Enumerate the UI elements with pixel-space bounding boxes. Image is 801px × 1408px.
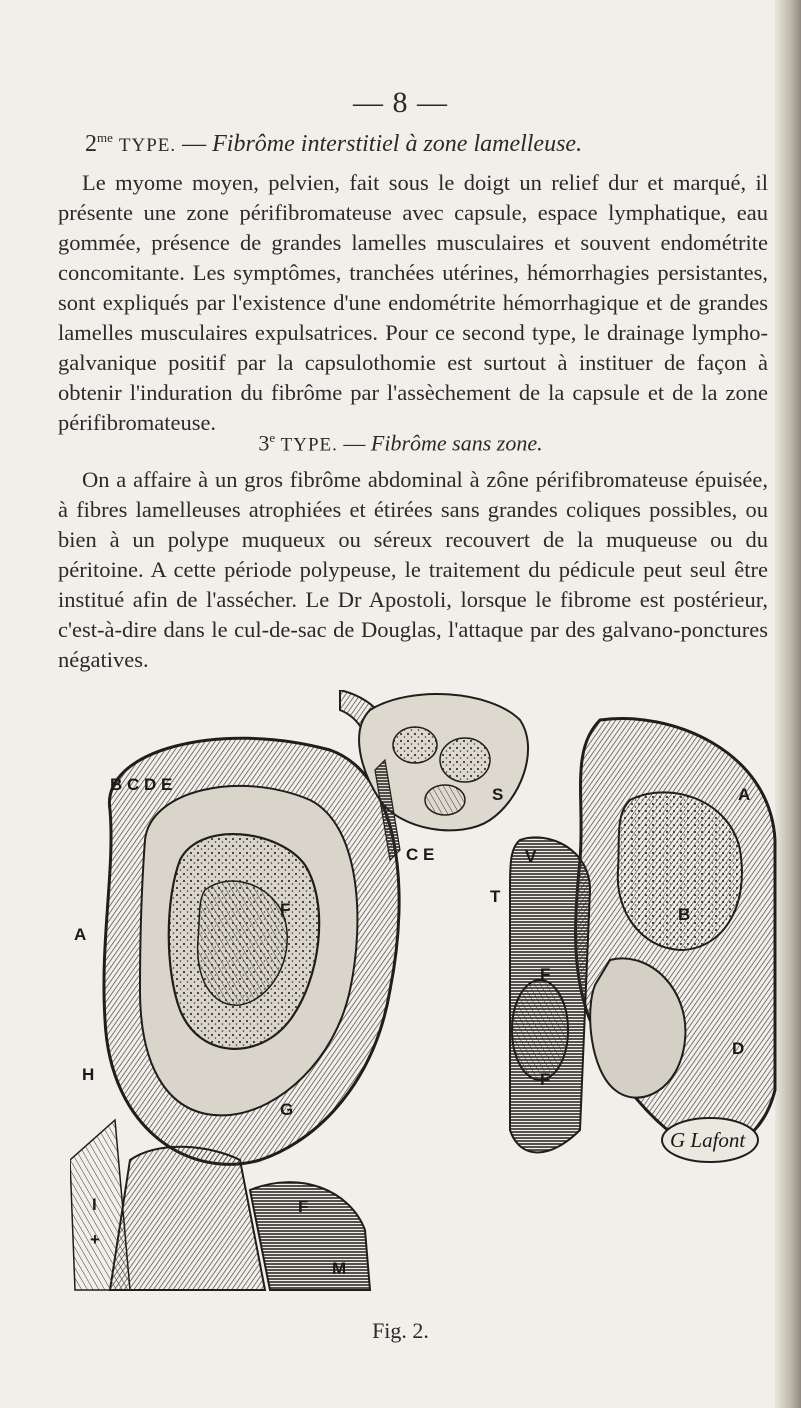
page-edge (775, 0, 801, 1408)
figure-caption: Fig. 2. (372, 1318, 429, 1343)
heading-dash: — (182, 131, 207, 157)
figure-label: F (280, 900, 291, 919)
figure-label: F (298, 1197, 309, 1216)
engraver-signature: G Lafont (670, 1128, 746, 1152)
figure-label: C E (406, 845, 435, 864)
type-ordinal-suffix: me (97, 130, 113, 145)
figure-label: A (74, 925, 87, 944)
heading-dash: — (343, 430, 366, 456)
type-label: TYPE. (118, 135, 177, 156)
section-heading-type-3 (0, 430, 801, 456)
figure-label: B C D E (110, 775, 173, 794)
page-number: — 8 — (353, 86, 448, 119)
right-specimen (510, 719, 775, 1163)
type-ordinal: 3 (258, 430, 270, 456)
anatomical-figure (70, 690, 778, 1300)
figure-label: + (90, 1230, 100, 1249)
anatomical-engraving (70, 690, 778, 1300)
type-ordinal-suffix: e (269, 430, 276, 445)
figure-label: V (525, 847, 537, 866)
figure-label: F (540, 965, 551, 984)
figure-label: B (678, 905, 691, 924)
figure-label: S (492, 785, 504, 804)
figure-label: A (738, 785, 751, 804)
section-title: Fibrôme sans zone. (370, 430, 543, 456)
section-title: Fibrôme interstitiel à zone lamelleuse. (212, 131, 583, 157)
figure-label: M (332, 1259, 347, 1278)
figure-label: F (540, 1070, 551, 1089)
type-ordinal: 2 (85, 131, 97, 157)
paragraph-type-2: Le myome moyen, pelvien, fait sous le doigt un relief dur et marqué, il présente une zone périfibromateuse avec capsule, espace lymphatique, eau gommée, présence de grandes lamelles musculaires et souvent endométrite concomitante. Les symptômes, tranchées utérines, hémorrhagies persistantes, sont expliqués par l'existence d'une endométrite hémorrhagique et de grandes lamelles musculaires expulsatrices. Pour ce second type, le drainage lympho-galvanique positif par la capsulothomie est surtout à instituer de façon à obtenir l'induration du fibrôme par l'assèchement de la capsule et de la zone périfibromateuse. (58, 170, 768, 435)
figure-label: D (732, 1039, 745, 1058)
section-heading-type-2 (85, 130, 725, 158)
paragraph-type-3: On a affaire à un gros fibrôme abdominal à zône périfibromateuse épuisée, à fibres lamelleuses atrophiées et étirées sans grandes coliques possibles, ou bien à un polype muqueux ou séreux recouvert de la muqueuse ou du péritoine. A cette période polypeuse, le traitement du pédicule peut seul être institué afin de l'assécher. Le Dr Apostoli, lorsque le fibrome est postérieur, c'est-à-dire dans le cul-de-sac de Douglas, l'attaque par des galvano-ponctures négatives. (58, 467, 768, 672)
type-label: TYPE. (280, 434, 338, 456)
figure-label: G (280, 1100, 294, 1119)
figure-label: H (82, 1065, 95, 1084)
figure-label: T (490, 887, 501, 906)
figure-label: I (92, 1195, 97, 1214)
